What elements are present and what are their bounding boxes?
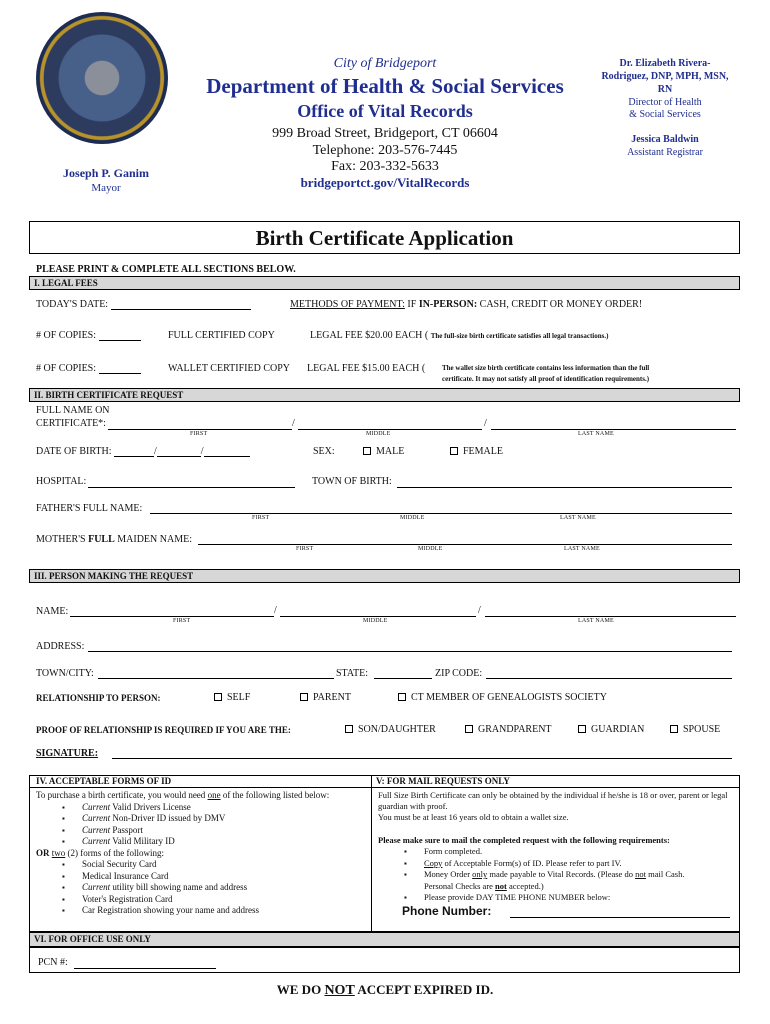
sublabel-middle: MIDDLE — [418, 546, 443, 552]
dob-year-input[interactable] — [204, 446, 250, 457]
list-item-text: of Acceptable Form(s) of ID. Please refer to part IV. — [442, 857, 622, 868]
sections-heading-underline — [29, 787, 740, 788]
sex-female-option[interactable] — [450, 446, 503, 457]
full-name-last-input[interactable] — [491, 429, 736, 430]
proof-grandparent-label: GRANDPARENT — [478, 724, 552, 735]
director-title-line1: Director of Health — [628, 97, 702, 108]
id-or-two: two — [51, 847, 66, 858]
address-label: ADDRESS: — [36, 641, 85, 652]
slash: / — [484, 418, 487, 429]
signature-input[interactable] — [112, 758, 732, 759]
list-item — [36, 836, 370, 848]
slash: / — [478, 605, 481, 616]
todays-date-text: TODAY'S DATE: — [36, 299, 109, 310]
list-item — [378, 846, 736, 858]
section-heading-birth-request — [29, 388, 740, 402]
requester-name-label: NAME: — [36, 606, 69, 617]
pcn-input — [74, 968, 216, 969]
list-item-emphasis: Current — [82, 801, 111, 812]
id-intro-a: To purchase a birth certificate, you would need — [36, 790, 208, 800]
wallet-copy-fee-note-2: certificate. It may not satisfy all proof of identification requirements.) — [442, 375, 650, 383]
list-item-emphasis: Current — [82, 824, 111, 835]
list-item-emphasis: Current — [82, 836, 111, 846]
proof-spouse-option[interactable] — [670, 724, 720, 735]
proof-spouse-label: SPOUSE — [683, 724, 721, 735]
wallet-copies-label: # OF COPIES: — [36, 363, 97, 374]
office-fax: Fax: 203-332-5633 — [331, 159, 439, 174]
requester-middle-input[interactable] — [280, 616, 476, 617]
list-item-text: Voter's Registration Card — [82, 893, 173, 904]
section-heading-text: VI. FOR OFFICE USE ONLY — [34, 934, 151, 944]
mayor-title: Mayor — [91, 182, 121, 194]
checkbox-icon[interactable] — [450, 447, 458, 455]
relationship-parent-label: PARENT — [313, 692, 351, 703]
list-item — [378, 858, 736, 870]
list-item-underline: Copy — [424, 857, 443, 868]
mother-label-a: MOTHER'S — [36, 534, 89, 545]
relationship-self-label: SELF — [227, 692, 251, 703]
list-item — [36, 871, 370, 883]
director-name-line2: Rodriguez, DNP, MPH, MSN, — [601, 71, 729, 82]
list-item-underline: not — [635, 869, 646, 879]
list-item — [36, 802, 370, 814]
dob-row: DATE OF BIRTH: / / — [36, 446, 250, 457]
list-item-text: made payable to Vital Records. (Please do — [487, 869, 636, 879]
full-copy-fee-note: The full-size birth certificate satisfies all legal transactions.) — [430, 332, 609, 340]
list-item — [36, 894, 370, 906]
town-city-input[interactable] — [98, 678, 334, 679]
office-telephone: Telephone: 203-576-7445 — [312, 143, 458, 158]
checkbox-icon[interactable] — [300, 693, 308, 701]
payment-methods — [290, 299, 642, 310]
mail-requirements-list — [378, 846, 736, 904]
sublabel-last: LAST NAME — [578, 618, 614, 624]
secondary-id-list — [36, 859, 370, 917]
list-item — [378, 892, 736, 904]
father-name-input[interactable] — [150, 513, 732, 514]
todays-date-label — [36, 299, 251, 310]
checkbox-icon[interactable] — [345, 725, 353, 733]
director-title-line2: & Social Services — [629, 109, 701, 120]
office-use-box — [29, 947, 740, 973]
list-item-text: utility bill showing name and address — [110, 882, 248, 892]
personal-checks-b: accepted.) — [506, 880, 544, 891]
sublabel-first: FIRST — [190, 431, 208, 437]
slash: / — [274, 605, 277, 616]
full-copy-fee — [310, 330, 608, 341]
full-name-middle-input[interactable] — [298, 429, 482, 430]
hospital-label: HOSPITAL: — [36, 476, 87, 487]
wallet-copies-input[interactable] — [99, 363, 141, 374]
list-item-text: mail Cash. — [645, 869, 685, 879]
dob-label: DATE OF BIRTH: — [36, 446, 112, 457]
sublabel-first: FIRST — [173, 618, 191, 624]
payment-methods-value: CASH, CREDIT OR MONEY ORDER! — [479, 299, 643, 310]
proof-guardian-option[interactable] — [578, 724, 644, 735]
director-name-line1: Dr. Elizabeth Rivera- — [619, 58, 711, 69]
mother-label-c: MAIDEN NAME: — [114, 534, 192, 545]
relationship-genealogist-label: CT MEMBER OF GENEALOGISTS SOCIETY — [411, 692, 607, 703]
mayor-name: Joseph P. Ganim — [63, 166, 149, 180]
full-copies-row — [36, 330, 141, 341]
form-title: Birth Certificate Application — [255, 226, 514, 250]
list-item-underline: only — [472, 869, 488, 879]
footer-a: WE DO — [276, 982, 325, 997]
relationship-genealogist-option[interactable] — [398, 692, 607, 703]
id-or-b: (2) forms of the following: — [65, 847, 164, 858]
sublabel-first: FIRST — [296, 546, 314, 552]
office-address: 999 Broad Street, Bridgeport, CT 06604 — [272, 126, 498, 141]
dob-month-input[interactable] — [114, 446, 154, 457]
footer-notice — [0, 982, 770, 999]
todays-date-input[interactable] — [111, 299, 251, 310]
instruction-text: PLEASE PRINT & COMPLETE ALL SECTIONS BELOW. — [36, 264, 296, 275]
section-heading-legal-fees — [29, 276, 740, 290]
section-iv-heading: IV. ACCEPTABLE FORMS OF ID — [36, 776, 172, 786]
list-item — [36, 825, 370, 837]
full-name-label-1: FULL NAME ON — [36, 405, 110, 416]
sublabel-first: FIRST — [252, 515, 270, 521]
sections-divider — [371, 775, 372, 932]
pcn-label: PCN #: — [38, 957, 68, 968]
list-item-text: Social Security Card — [82, 859, 157, 869]
list-item-text: Valid Military ID — [110, 836, 175, 846]
sublabel-middle: MIDDLE — [363, 618, 388, 624]
checkbox-icon[interactable] — [578, 725, 586, 733]
section-heading-text: I. LEGAL FEES — [34, 278, 98, 288]
checkbox-icon[interactable] — [214, 693, 222, 701]
list-item-text: Valid Drivers License — [110, 801, 191, 812]
section-heading-text: II. BIRTH CERTIFICATE REQUEST — [34, 390, 184, 400]
sex-female-label: FEMALE — [463, 446, 503, 457]
town-of-birth-label: TOWN OF BIRTH: — [312, 476, 392, 487]
signature-label: SIGNATURE: — [36, 748, 99, 759]
zip-input[interactable] — [486, 678, 732, 679]
section-iv-body — [36, 790, 370, 917]
list-item-text: Form completed. — [424, 846, 483, 856]
full-copies-input[interactable] — [99, 330, 141, 341]
proof-label: PROOF OF RELATIONSHIP IS REQUIRED IF YOU ARE THE: — [36, 725, 291, 735]
office-website[interactable]: bridgeportct.gov/VitalRecords — [300, 175, 470, 190]
list-item — [36, 813, 370, 825]
proof-son-daughter-label: SON/DAUGHTER — [358, 724, 436, 735]
wallet-copies-row — [36, 363, 141, 374]
mail-requirements-heading: Please make sure to mail the completed request with the following requirements: — [378, 835, 670, 845]
town-of-birth-input[interactable] — [397, 487, 732, 488]
section-heading-office-use — [29, 932, 740, 947]
primary-id-list — [36, 802, 370, 848]
sex-male-label: MALE — [376, 446, 405, 457]
requester-first-input[interactable] — [70, 616, 274, 617]
mother-label-b: FULL — [88, 534, 115, 545]
department-name: Department of Health & Social Services — [206, 74, 564, 98]
dob-day-input[interactable] — [157, 446, 201, 457]
checkbox-icon[interactable] — [670, 725, 678, 733]
list-item — [36, 859, 370, 871]
personal-checks-not: not — [495, 880, 507, 891]
list-item-text: Non-Driver ID issued by DMV — [110, 813, 226, 823]
payment-methods-inperson: IN-PERSON: — [418, 299, 478, 310]
director-name-line3: RN — [657, 84, 673, 95]
state-input[interactable] — [374, 678, 432, 679]
list-item-text: Car Registration showing your name and address — [82, 905, 259, 915]
registrar-title: Assistant Registrar — [627, 147, 703, 158]
town-city-label: TOWN/CITY: — [36, 668, 94, 679]
full-copy-fee-amount: LEGAL FEE $20.00 EACH ( — [310, 330, 429, 341]
list-item-text: Money Order — [424, 869, 473, 879]
city-seal-logo — [36, 12, 168, 144]
list-item — [36, 905, 370, 917]
father-name-label: FATHER'S FULL NAME: — [36, 503, 143, 514]
mail-paragraph-2: You must be at least 16 years old to obtain a wallet size. — [378, 812, 569, 822]
relationship-parent-option[interactable] — [300, 692, 351, 703]
office-name: Office of Vital Records — [297, 101, 473, 121]
personal-checks-a: Personal Checks are — [424, 880, 496, 891]
zip-label: ZIP CODE: — [435, 668, 483, 679]
slash: / — [292, 418, 295, 429]
registrar-name: Jessica Baldwin — [631, 134, 699, 145]
proof-son-daughter-option[interactable] — [345, 724, 436, 735]
list-item-text: Medical Insurance Card — [82, 870, 169, 881]
hospital-input[interactable] — [88, 487, 295, 488]
list-item-emphasis: Current — [82, 813, 111, 823]
full-copies-label: # OF COPIES: — [36, 330, 97, 341]
phone-number-input[interactable] — [510, 917, 730, 918]
wallet-copy-fee: LEGAL FEE $15.00 EACH ( — [307, 363, 426, 374]
requester-last-input[interactable] — [485, 616, 736, 617]
list-item — [378, 869, 736, 892]
checkbox-icon[interactable] — [363, 447, 371, 455]
footer-b: ACCEPT EXPIRED ID. — [354, 982, 494, 997]
payment-methods-if: IF — [407, 299, 417, 310]
id-or-line — [36, 848, 370, 860]
mail-paragraph-1: Full Size Birth Certificate can only be obtained by the individual if he/she is 18 or over, parent or legal guardian with proof. — [378, 790, 728, 811]
id-intro-b: of the following listed below: — [220, 790, 330, 800]
full-copy-type: FULL CERTIFIED COPY — [168, 330, 275, 341]
section-v-heading: V: FOR MAIL REQUESTS ONLY — [376, 776, 510, 786]
wallet-copy-fee-note-1: The wallet size birth certificate contains less information than the full — [442, 364, 650, 372]
checkbox-icon[interactable] — [465, 725, 473, 733]
state-label: STATE: — [336, 668, 368, 679]
phone-number-label: Phone Number: — [402, 904, 492, 918]
id-intro-one: one — [207, 790, 221, 800]
list-item — [36, 882, 370, 894]
id-intro — [36, 790, 370, 802]
relationship-label: RELATIONSHIP TO PERSON: — [36, 693, 161, 703]
mother-name-label — [36, 534, 192, 545]
mother-name-input[interactable] — [198, 544, 732, 545]
sublabel-last: LAST NAME — [560, 515, 596, 521]
footer-not: NOT — [324, 983, 355, 998]
checkbox-icon[interactable] — [398, 693, 406, 701]
relationship-self-option[interactable] — [214, 692, 250, 703]
sex-label: SEX: — [313, 446, 335, 457]
full-name-first-input[interactable] — [108, 429, 292, 430]
list-item-text: Please provide DAY TIME PHONE NUMBER below: — [424, 892, 611, 902]
list-item-emphasis: Current — [82, 882, 111, 892]
proof-grandparent-option[interactable] — [465, 724, 552, 735]
address-input[interactable] — [88, 651, 732, 652]
proof-guardian-label: GUARDIAN — [591, 724, 645, 735]
sublabel-last: LAST NAME — [578, 431, 614, 437]
id-or: OR — [36, 847, 50, 858]
sublabel-middle: MIDDLE — [366, 431, 391, 437]
section-heading-text: III. PERSON MAKING THE REQUEST — [34, 571, 194, 581]
section-heading-requester — [29, 569, 740, 583]
full-name-label-2: CERTIFICATE*: — [36, 418, 106, 429]
payment-methods-label: METHODS OF PAYMENT: — [290, 299, 405, 310]
city-name: City of Bridgeport — [333, 56, 437, 71]
section-v-body — [378, 790, 736, 904]
wallet-copy-type: WALLET CERTIFIED COPY — [168, 363, 290, 374]
list-item-text: Passport — [110, 824, 143, 835]
sublabel-last: LAST NAME — [564, 546, 600, 552]
sex-male-option[interactable] — [363, 446, 404, 457]
phone-number-text: Phone Number — [402, 904, 488, 918]
sublabel-middle: MIDDLE — [400, 515, 425, 521]
